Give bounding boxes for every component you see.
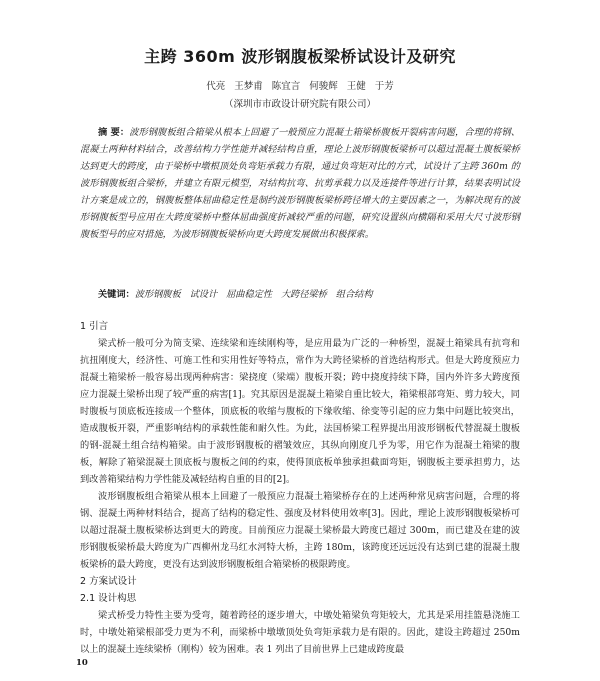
keywords	[80, 286, 520, 300]
subsection-heading-concept: 2.1 设计构思	[80, 593, 137, 604]
paragraph: 波形钢腹板组合箱梁从根本上回避了一般预应力混凝土箱梁桥存在的上述两种常见病害问题，合理的将钢、混凝土两种材料结合，提高了结构的稳定性、强度及材料使用效率[3]。因此，理论上波形钢腹板梁桥可以超过混凝土腹板梁桥达到更大的跨度。目前预应力混凝土梁桥最大跨度已超过 300m，而已建及在建的波形钢腹板梁桥最大跨度为广西柳州龙马红水河特大桥，主跨 180m，该跨度还远远没有达到已建的混凝土腹板梁桥的最大跨度，更没有达到波形钢腹板组合箱梁桥的极限跨度。	[80, 491, 520, 570]
author-list: 代亮 王梦甫 陈宜言 何骏辉 王健 于芳	[206, 81, 394, 92]
keywords-text: 波形钢腹板 试设计 屈曲稳定性 大跨径梁桥 组合结构	[134, 289, 373, 300]
keywords-label: 关键词：	[98, 289, 135, 300]
paragraph: 梁式桥一般可分为简支梁、连续梁和连续刚构等，是应用最为广泛的一种桥型，混凝土箱梁具有抗弯和抗扭刚度大，经济性、可施工性和实用性好等特点，常作为大跨径梁桥的首选结构形式。但是大跨度预应力混凝土箱梁桥一般容易出现两种病害：梁挠度（梁端）腹板开裂；跨中挠度持续下降，国内外许多大跨度预应力混凝土梁桥出现了较严重的病害[1]。究其原因是混凝土箱梁自重比较大，箱梁根部弯矩、剪力较大，同时腹板与顶底板连接成一个整体，顶底板的收缩与腹板的下缘收缩、徐变等引起的应力集中问题比较突出，造成腹板开裂，严重影响结构的承载性能和耐久性。为此，法国桥梁工程界提出用波形钢板代替混凝土腹板的钢-混凝土组合结构箱梁。由于波形钢腹板的褶皱效应，其纵向刚度几乎为零，用它作为混凝土箱梁的腹板，解除了箱梁混凝土顶底板与腹板之间的约束，使得顶底板单独承担截面弯矩，钢腹板主要承担剪力，达到改善箱梁结构力学性能及减轻结构自重的目的[2]。	[80, 338, 520, 485]
paper-title: 主跨 360m 波形钢腹板梁桥试设计及研究	[144, 47, 456, 66]
body-text	[80, 318, 520, 658]
section-heading-design: 2 方案试设计	[80, 576, 137, 587]
abstract	[80, 124, 520, 243]
paragraph: 梁式桥受力特性主要为受弯，随着跨径的逐步增大，中墩处箱梁负弯矩较大，尤其是采用挂篮悬浇施工时，中墩处箱梁根部受力更为不利，而梁桥中墩墩顶处负弯矩承载力是有限的。因此，建设主跨超过 250m 以上的混凝土连续梁桥（刚构）较为困难。表 1 列出了目前世界上已建成跨度最	[80, 610, 520, 655]
page-number: 10	[76, 658, 88, 668]
abstract-text: 波形钢腹板组合箱梁从根本上回避了一般预应力混凝土箱梁桥腹板开裂病害问题，合理的将钢、混凝土两种材料结合，改善结构力学性能并减轻结构自重，理论上波形钢腹板梁桥可以超过混凝土腹板梁桥达到更大的跨度，由于梁桥中墩根顶处负弯矩承载力有限，通过负弯矩对比的方式，试设计了主跨 360m 的波形钢腹板组合梁桥，并建立有限元模型，对结构抗弯、抗剪承载力以及连接件等进行计算，结果表明试设计方案是成立的，钢腹板整体屈曲稳定性是制约波形钢腹板梁桥跨径增大的主要因素之一，为解决现有的波形钢腹板型号应用在大跨度梁桥中整体屈曲强度折减较严重的问题，研究设置纵向横隔和采用大尺寸波形钢腹板型号的应对措施，为波形钢腹板梁桥向更大跨度发展做出积极探索。	[80, 127, 521, 240]
section-heading-introduction: 1 引言	[80, 321, 109, 332]
affiliation: （深圳市市政设计研究院有限公司）	[223, 99, 376, 110]
abstract-label: 摘 要：	[98, 127, 130, 138]
